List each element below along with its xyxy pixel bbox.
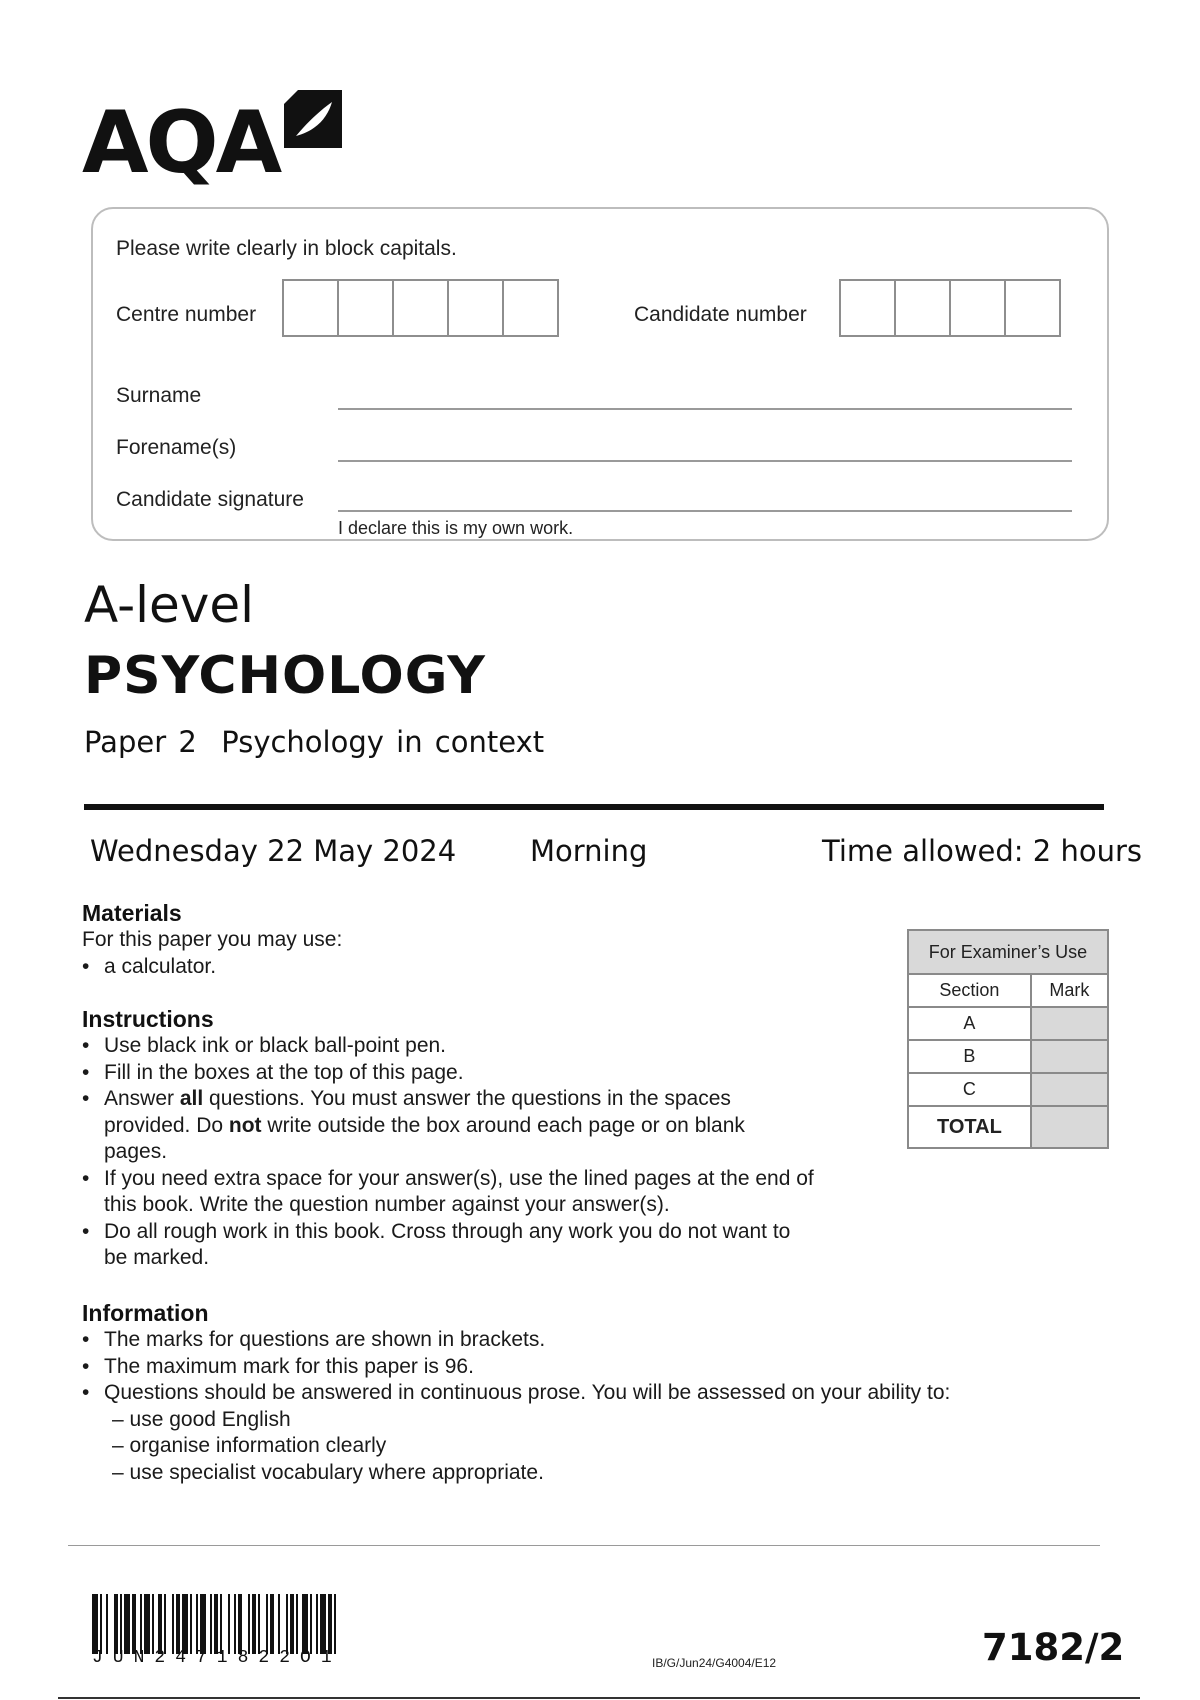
bold-not: not (228, 1113, 262, 1137)
barcode-bar (190, 1594, 192, 1654)
barcode-bar (196, 1594, 198, 1654)
barcode-bar (252, 1594, 256, 1654)
candidate-number-label: Candidate number (634, 303, 807, 326)
barcode-bar (248, 1594, 250, 1654)
barcode-bar (176, 1594, 180, 1654)
centre-number-label: Centre number (116, 303, 257, 326)
mark-cell (1031, 1073, 1108, 1106)
barcode-bar (124, 1594, 130, 1654)
information-list (82, 1327, 1082, 1407)
centre-digit-box[interactable] (337, 279, 394, 337)
aqa-logo (82, 84, 352, 194)
list-item: • Do all rough work in this book. Cross through any work you do not want to be marked. (82, 1219, 794, 1272)
information-heading: Information (82, 1300, 209, 1326)
mark-cell (1031, 1040, 1108, 1073)
instruction-text: Answer (104, 1087, 180, 1110)
barcode-bar (334, 1594, 336, 1654)
table-row (908, 1106, 1108, 1148)
barcode-bar (120, 1594, 122, 1654)
candidate-digit-box[interactable] (1004, 279, 1061, 337)
exam-session: Morning (530, 834, 648, 868)
barcode (92, 1594, 472, 1654)
centre-digit-box[interactable] (447, 279, 504, 337)
forename-label: Forename(s) (116, 436, 237, 459)
barcode-bar (152, 1594, 154, 1654)
barcode-bar (132, 1594, 136, 1654)
barcode-bar (302, 1594, 308, 1654)
centre-number-boxes (282, 279, 559, 337)
barcode-bar (158, 1594, 162, 1654)
materials-intro: For this paper you may use: (82, 928, 343, 951)
materials-heading: Materials (82, 900, 182, 926)
instruction-text: questions. You must answer the questions in the spaces provided. Do (104, 1087, 731, 1137)
barcode-bar (114, 1594, 118, 1654)
barcode-bar (106, 1594, 108, 1654)
barcode-bar (328, 1594, 332, 1654)
centre-digit-box[interactable] (392, 279, 449, 337)
section-column-header: Section (908, 974, 1031, 1007)
table-row (908, 1007, 1108, 1040)
block-capitals-instruction: Please write clearly in block capitals. (116, 237, 457, 260)
information-section (82, 1300, 1082, 1486)
mark-cell (1031, 1007, 1108, 1040)
barcode-bar (316, 1594, 318, 1654)
instructions-list (82, 1033, 842, 1272)
barcode-bar (290, 1594, 294, 1654)
bold-all: all (179, 1087, 204, 1110)
list-item: • The maximum mark for this paper is 96. (82, 1354, 1082, 1381)
list-item: – use good English (112, 1407, 291, 1431)
barcode-bar (220, 1594, 222, 1654)
forename-field[interactable] (338, 460, 1072, 462)
paper-code: 7182/2 (982, 1626, 1125, 1669)
list-item: – use specialist vocabulary where appropriate. (112, 1460, 544, 1484)
candidate-digit-box[interactable] (949, 279, 1006, 337)
instructions-section (82, 1006, 842, 1272)
barcode-bar (286, 1594, 288, 1654)
barcode-bar (100, 1594, 102, 1654)
barcode-bar (228, 1594, 230, 1654)
aqa-logo-mark-icon (284, 90, 342, 148)
logo-text: AQA (82, 93, 280, 193)
barcode-bar (310, 1594, 312, 1654)
centre-digit-box[interactable] (282, 279, 339, 337)
signature-label: Candidate signature (116, 488, 304, 511)
declaration-text: I declare this is my own work. (338, 518, 574, 538)
surname-field[interactable] (338, 408, 1072, 410)
list-item: • Fill in the boxes at the top of this page. (82, 1060, 842, 1087)
title-divider (84, 804, 1104, 810)
instruction-text: write outside the box around each page or on blank pages. (104, 1113, 745, 1163)
list-item: • The marks for questions are shown in brackets. (82, 1327, 1082, 1354)
barcode-bar (258, 1594, 260, 1654)
signature-field[interactable] (338, 510, 1072, 512)
time-allowed: Time allowed: 2 hours (822, 834, 1142, 868)
barcode-bar (270, 1594, 274, 1654)
list-item: • Questions should be answered in continuous prose. You will be assessed on your ability to: (82, 1380, 1082, 1407)
exam-level: A-level (84, 576, 255, 634)
surname-label: Surname (116, 384, 202, 407)
list-item: • a calculator. (82, 954, 842, 981)
assessment-list (82, 1407, 1082, 1487)
section-cell: C (908, 1073, 1031, 1106)
barcode-bar (278, 1594, 280, 1654)
candidate-number-boxes (839, 279, 1061, 337)
candidate-digit-box[interactable] (839, 279, 896, 337)
table-row (908, 1073, 1108, 1106)
centre-digit-box[interactable] (502, 279, 559, 337)
barcode-bar (238, 1594, 242, 1654)
paper-title: Paper 2 Psychology in context (84, 725, 545, 759)
mark-column-header: Mark (1031, 974, 1108, 1007)
barcode-bar (320, 1594, 326, 1654)
total-label: TOTAL (908, 1106, 1031, 1148)
paper-reference: IB/G/Jun24/G4004/E12 (652, 1656, 777, 1670)
section-cell: A (908, 1007, 1031, 1040)
total-mark-cell (1031, 1106, 1108, 1148)
exam-subject: PSYCHOLOGY (84, 646, 486, 706)
list-item: – organise information clearly (112, 1434, 387, 1457)
list-item (82, 1086, 794, 1166)
materials-section (82, 900, 842, 980)
footer-divider (68, 1545, 1100, 1546)
barcode-bar (214, 1594, 218, 1654)
page-bottom-rule (58, 1697, 1140, 1699)
barcode-bar (296, 1594, 298, 1654)
barcode-bar (140, 1594, 142, 1654)
barcode-text: JUN2471822O1 (92, 1648, 342, 1668)
barcode-bar (164, 1594, 166, 1654)
barcode-bar (182, 1594, 188, 1654)
instructions-heading: Instructions (82, 1006, 214, 1032)
examiner-use-table (907, 929, 1109, 1149)
materials-list (82, 954, 842, 981)
barcode-bar (266, 1594, 268, 1654)
barcode-bar (92, 1594, 98, 1654)
barcode-bar (200, 1594, 206, 1654)
barcode-bar (234, 1594, 236, 1654)
table-row (908, 1040, 1108, 1073)
barcode-bar (144, 1594, 150, 1654)
barcode-bar (210, 1594, 212, 1654)
exam-date: Wednesday 22 May 2024 (90, 834, 457, 868)
section-cell: B (908, 1040, 1031, 1073)
examiner-table-title: For Examiner’s Use (908, 930, 1108, 974)
list-item: • Use black ink or black ball-point pen. (82, 1033, 842, 1060)
candidate-digit-box[interactable] (894, 279, 951, 337)
list-item: • If you need extra space for your answer(s), use the lined pages at the end of this book. Write the question number against your answer(s). (82, 1166, 842, 1219)
barcode-bar (172, 1594, 174, 1654)
